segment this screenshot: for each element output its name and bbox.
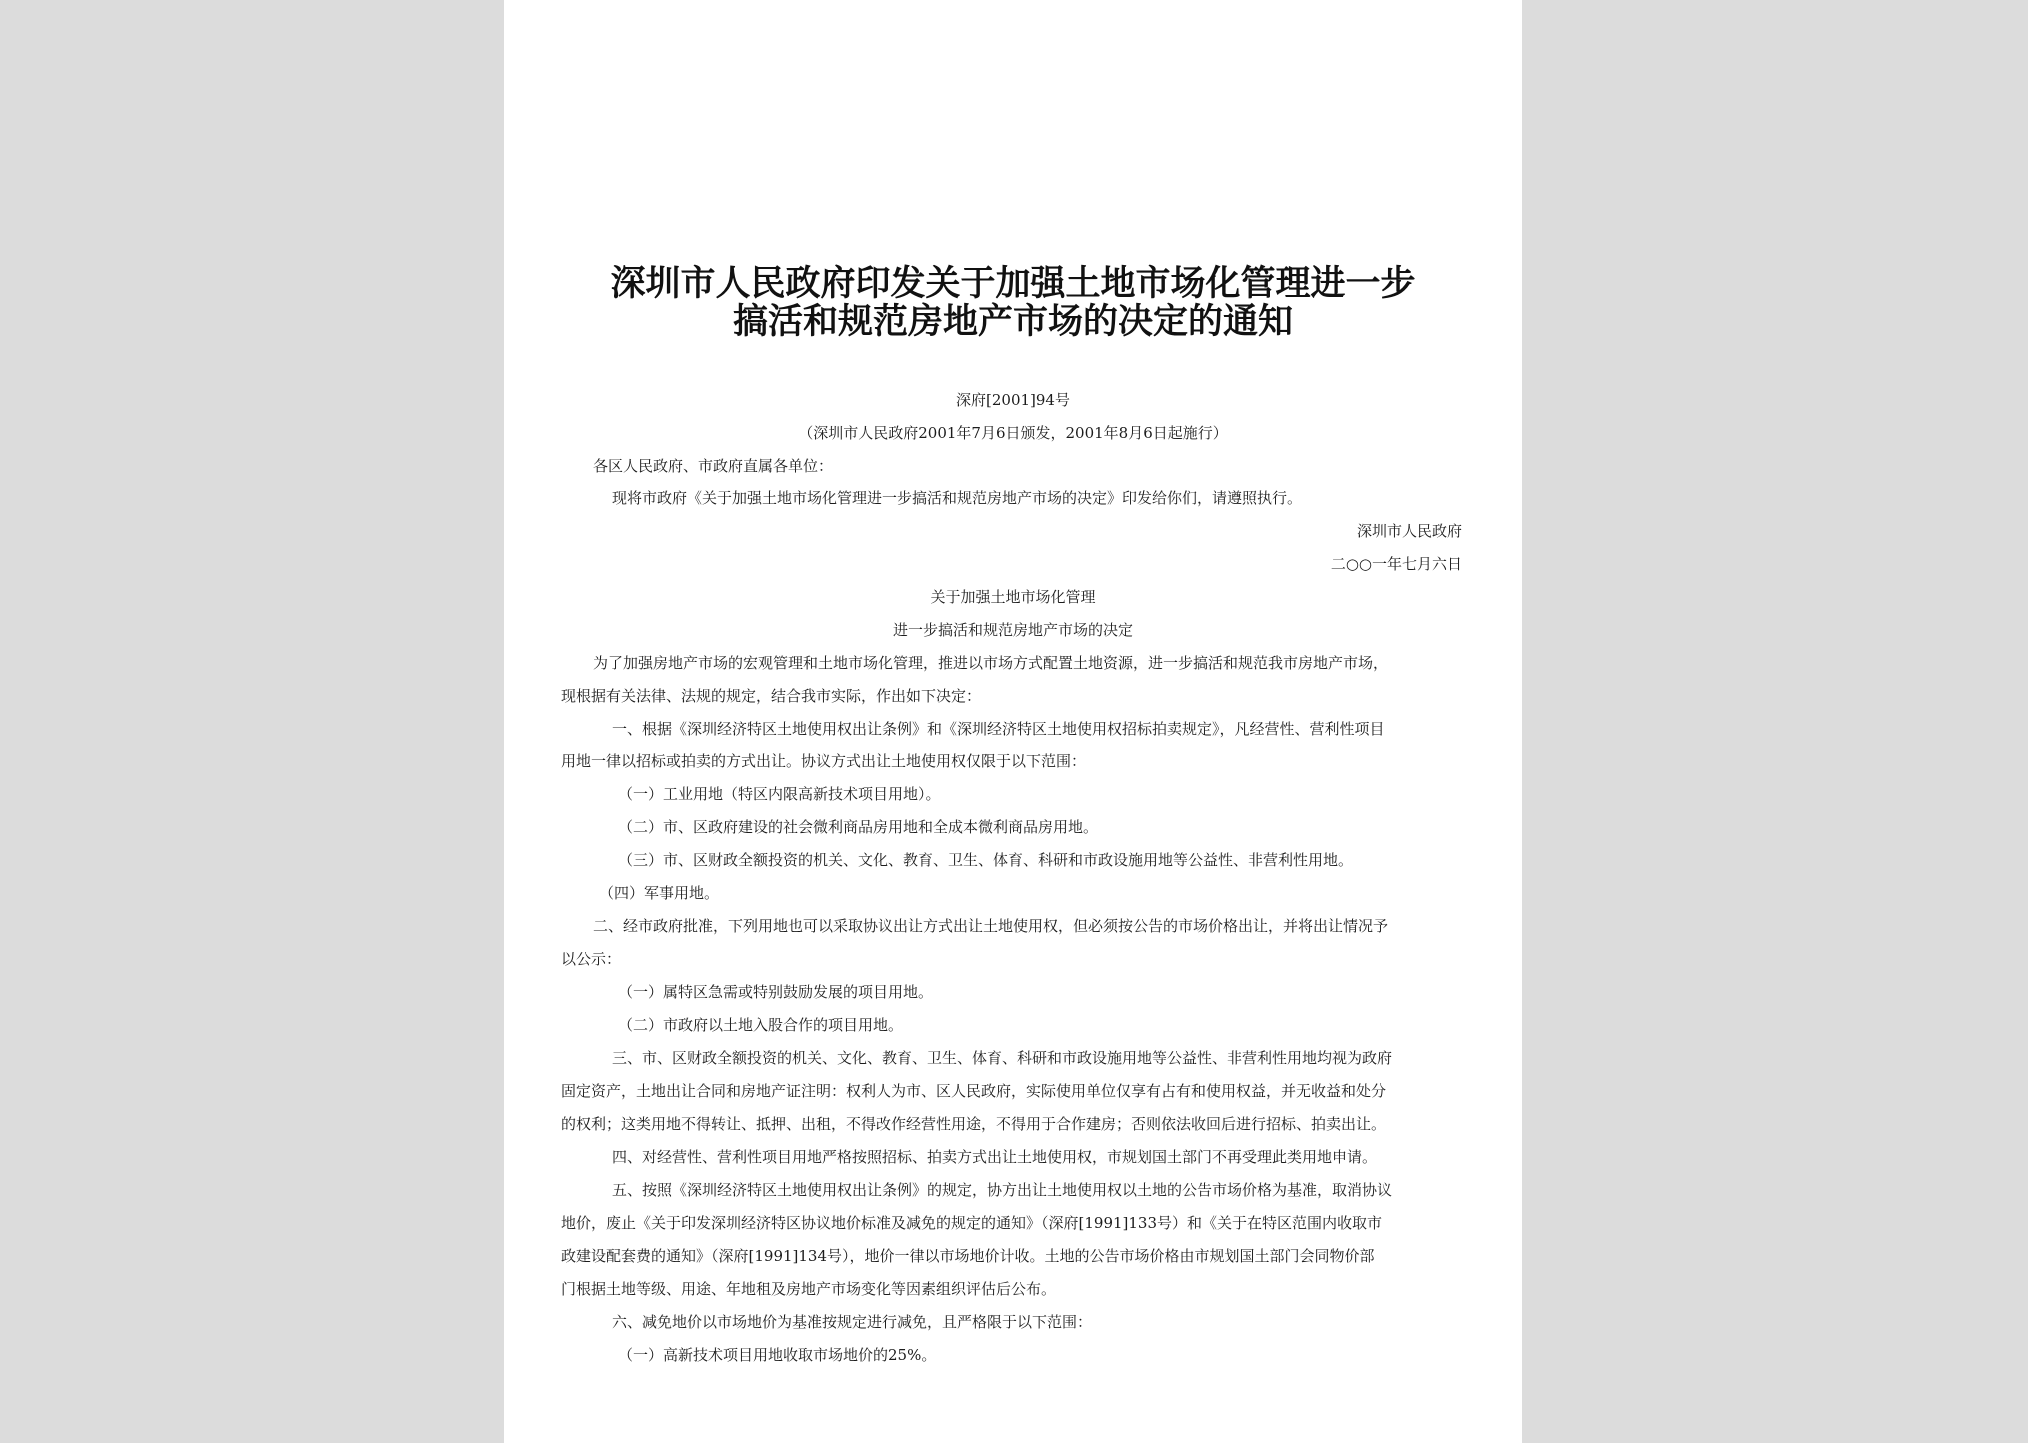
body-line: 现根据有关法律、法规的规定，结合我市实际，作出如下决定：	[561, 687, 982, 705]
body-line: 为了加强房地产市场的宏观管理和土地市场化管理，推进以市场方式配置土地资源，进一步搞活和规范我市房地产市场，	[593, 654, 1389, 672]
body-line: 用地一律以招标或拍卖的方式出让。协议方式出让土地使用权仅限于以下范围：	[561, 752, 1087, 770]
body-line: （一）高新技术项目用地收取市场地价的25%。	[618, 1346, 937, 1364]
body-line: 以公示：	[561, 950, 622, 968]
body-line: 一、根据《深圳经济特区土地使用权出让条例》和《深圳经济特区土地使用权招标拍卖规定》，凡经营性、营利性项目	[612, 720, 1385, 738]
body-line: 地价，废止《关于印发深圳经济特区协议地价标准及减免的规定的通知》（深府[1991]133号）和《关于在特区范围内收取市	[561, 1214, 1383, 1232]
body-line: （一）属特区急需或特别鼓励发展的项目用地。	[618, 983, 934, 1001]
intro-paragraph: 现将市政府《关于加强土地市场化管理进一步搞活和规范房地产市场的决定》印发给你们，请遵照执行。	[612, 489, 1303, 507]
addressee: 各区人民政府、市政府直属各单位：	[593, 457, 834, 475]
body-line: 四、对经营性、营利性项目用地严格按照招标、拍卖方式出让土地使用权，市规划国土部门不再受理此类用地申请。	[612, 1148, 1378, 1166]
document-title-line-2: 搞活和规范房地产市场的决定的通知	[732, 301, 1293, 342]
body-line: 固定资产，土地出让合同和房地产证注明：权利人为市、区人民政府，实际使用单位仅享有占有和使用权益，并无收益和处分	[561, 1082, 1387, 1100]
body-line: 五、按照《深圳经济特区土地使用权出让条例》的规定，协方出让土地使用权以土地的公告市场价格为基准，取消协议	[612, 1181, 1393, 1199]
document-number: 深府[2001]94号	[956, 391, 1070, 409]
body-line: （四）军事用地。	[599, 884, 720, 902]
body-line: （三）市、区财政全额投资的机关、文化、教育、卫生、体育、科研和市政设施用地等公益性、非营利性用地。	[618, 851, 1354, 869]
body-line: （二）市政府以土地入股合作的项目用地。	[618, 1016, 904, 1034]
body-line: 门根据土地等级、用途、年地租及房地产市场变化等因素组织评估后公布。	[561, 1280, 1057, 1298]
document-page	[504, 0, 1522, 1443]
issue-date: 二○○一年七月六日	[1330, 555, 1462, 573]
body-line: 二、经市政府批准，下列用地也可以采取协议出让方式出让土地使用权，但必须按公告的市场价格出让，并将出让情况予	[593, 917, 1389, 935]
body-line: 政建设配套费的通知》（深府[1991]134号），地价一律以市场地价计收。土地的公告市场价格由市规划国土部门会同物价部	[561, 1247, 1375, 1265]
body-line: 的权利；这类用地不得转让、抵押、出租，不得改作经营性用途，不得用于合作建房；否则依法收回后进行招标、拍卖出让。	[561, 1115, 1387, 1133]
issuer-signature: 深圳市人民政府	[1356, 522, 1462, 540]
subtitle-line-1: 关于加强土地市场化管理	[930, 588, 1096, 606]
body-line: （一）工业用地（特区内限高新技术项目用地）。	[618, 785, 941, 803]
body-line: 六、减免地价以市场地价为基准按规定进行减免，且严格限于以下范围：	[612, 1313, 1093, 1331]
body-line: 三、市、区财政全额投资的机关、文化、教育、卫生、体育、科研和市政设施用地等公益性、非营利性用地均视为政府	[612, 1049, 1393, 1067]
issue-note: （深圳市人民政府2001年7月6日颁发，2001年8月6日起施行）	[798, 424, 1228, 442]
body-line: （二）市、区政府建设的社会微利商品房用地和全成本微利商品房用地。	[618, 818, 1099, 836]
document-title-line-1: 深圳市人民政府印发关于加强土地市场化管理进一步	[610, 263, 1416, 304]
subtitle-line-2: 进一步搞活和规范房地产市场的决定	[892, 621, 1133, 639]
